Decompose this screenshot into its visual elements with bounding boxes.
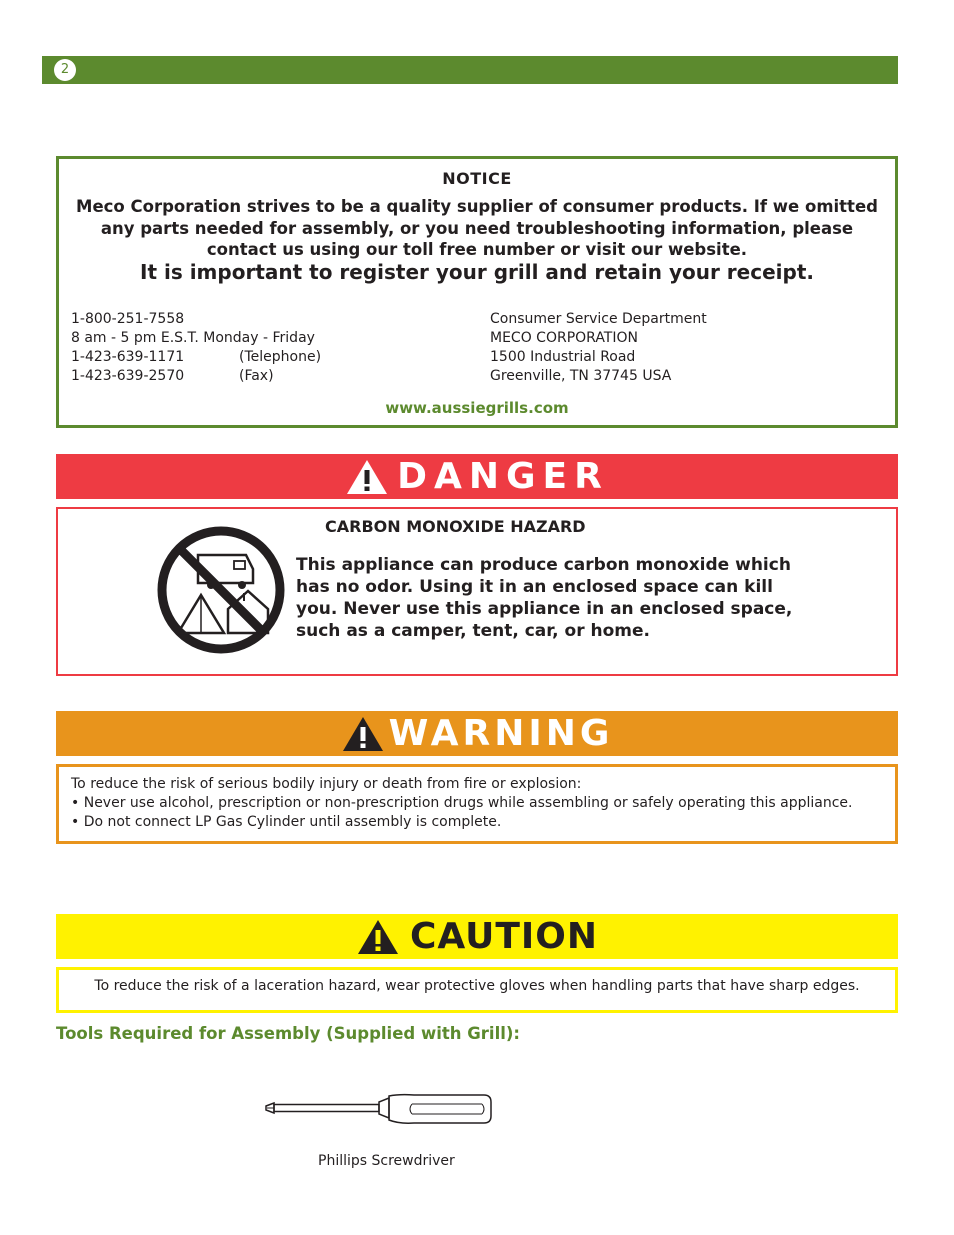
- notice-title: NOTICE: [442, 169, 512, 188]
- phillips-screwdriver-icon: [264, 1092, 494, 1128]
- danger-box: [56, 507, 898, 676]
- warning-triangle-icon: [341, 715, 385, 753]
- tools-heading: Tools Required for Assembly (Supplied with Grill):: [56, 1024, 521, 1043]
- notice-emphasis: It is important to register your grill and retain your receipt.: [140, 260, 814, 284]
- notice-body: Meco Corporation strives to be a quality supplier of consumer products. If we omitted any parts needed for assembly, or you need troubleshooting information, please contact us using our toll free number or visit our website.: [76, 197, 878, 259]
- warning-title: WARNING: [388, 713, 614, 754]
- toll-free-number: 1-800-251-7558: [71, 311, 185, 327]
- fax-label: (Fax): [239, 368, 274, 384]
- danger-title: DANGER: [397, 456, 609, 497]
- phone-labels: [239, 348, 321, 386]
- caution-title: CAUTION: [409, 916, 599, 957]
- warning-intro: To reduce the risk of serious bodily injury or death from fire or explosion:: [71, 776, 582, 792]
- hazard-body: This appliance can produce carbon monoxide which has no odor. Using it in an enclosed space can kill you. Never use this appliance in an enclosed space, such as a camper, tent, car, or home.: [296, 555, 793, 641]
- fax-number: 1-423-639-2570: [71, 368, 185, 384]
- warning-box: [56, 764, 898, 844]
- page-header-bar: [42, 56, 898, 84]
- danger-banner: [56, 454, 898, 499]
- address-block: [490, 310, 707, 386]
- address-company: MECO CORPORATION: [490, 330, 638, 346]
- warning-bullet: • Do not connect LP Gas Cylinder until assembly is complete.: [71, 814, 502, 830]
- warning-bullet-text: Never use alcohol, prescription or non-prescription drugs while assembling or safely operating this appliance.: [83, 795, 853, 811]
- warning-body: [71, 775, 852, 832]
- caution-body: To reduce the risk of a laceration hazard, wear protective gloves when handling parts that have sharp edges.: [94, 978, 860, 994]
- no-enclosed-space-icon: [156, 525, 286, 655]
- danger-triangle-icon: [345, 458, 389, 496]
- website-link[interactable]: www.aussiegrills.com: [385, 399, 569, 417]
- hazard-title: CARBON MONOXIDE HAZARD: [325, 517, 586, 536]
- warning-banner: [56, 711, 898, 756]
- caution-box: [56, 967, 898, 1013]
- address-city: Greenville, TN 37745 USA: [490, 368, 672, 384]
- address-department: Consumer Service Department: [490, 311, 707, 327]
- caution-banner: [56, 914, 898, 959]
- telephone-number: 1-423-639-1171: [71, 349, 185, 365]
- telephone-label: (Telephone): [239, 349, 322, 365]
- service-hours: 8 am - 5 pm E.S.T. Monday - Friday: [71, 330, 315, 346]
- address-street: 1500 Industrial Road: [490, 349, 636, 365]
- warning-bullet: • Never use alcohol, prescription or non-prescription drugs while assembling or safely operating this appliance.: [71, 795, 853, 811]
- screwdriver-label: Phillips Screwdriver: [318, 1153, 455, 1169]
- notice-box: [56, 156, 898, 428]
- caution-triangle-icon: [356, 918, 400, 956]
- page-number: 2: [54, 59, 76, 81]
- warning-bullet-text: Do not connect LP Gas Cylinder until assembly is complete.: [83, 814, 502, 830]
